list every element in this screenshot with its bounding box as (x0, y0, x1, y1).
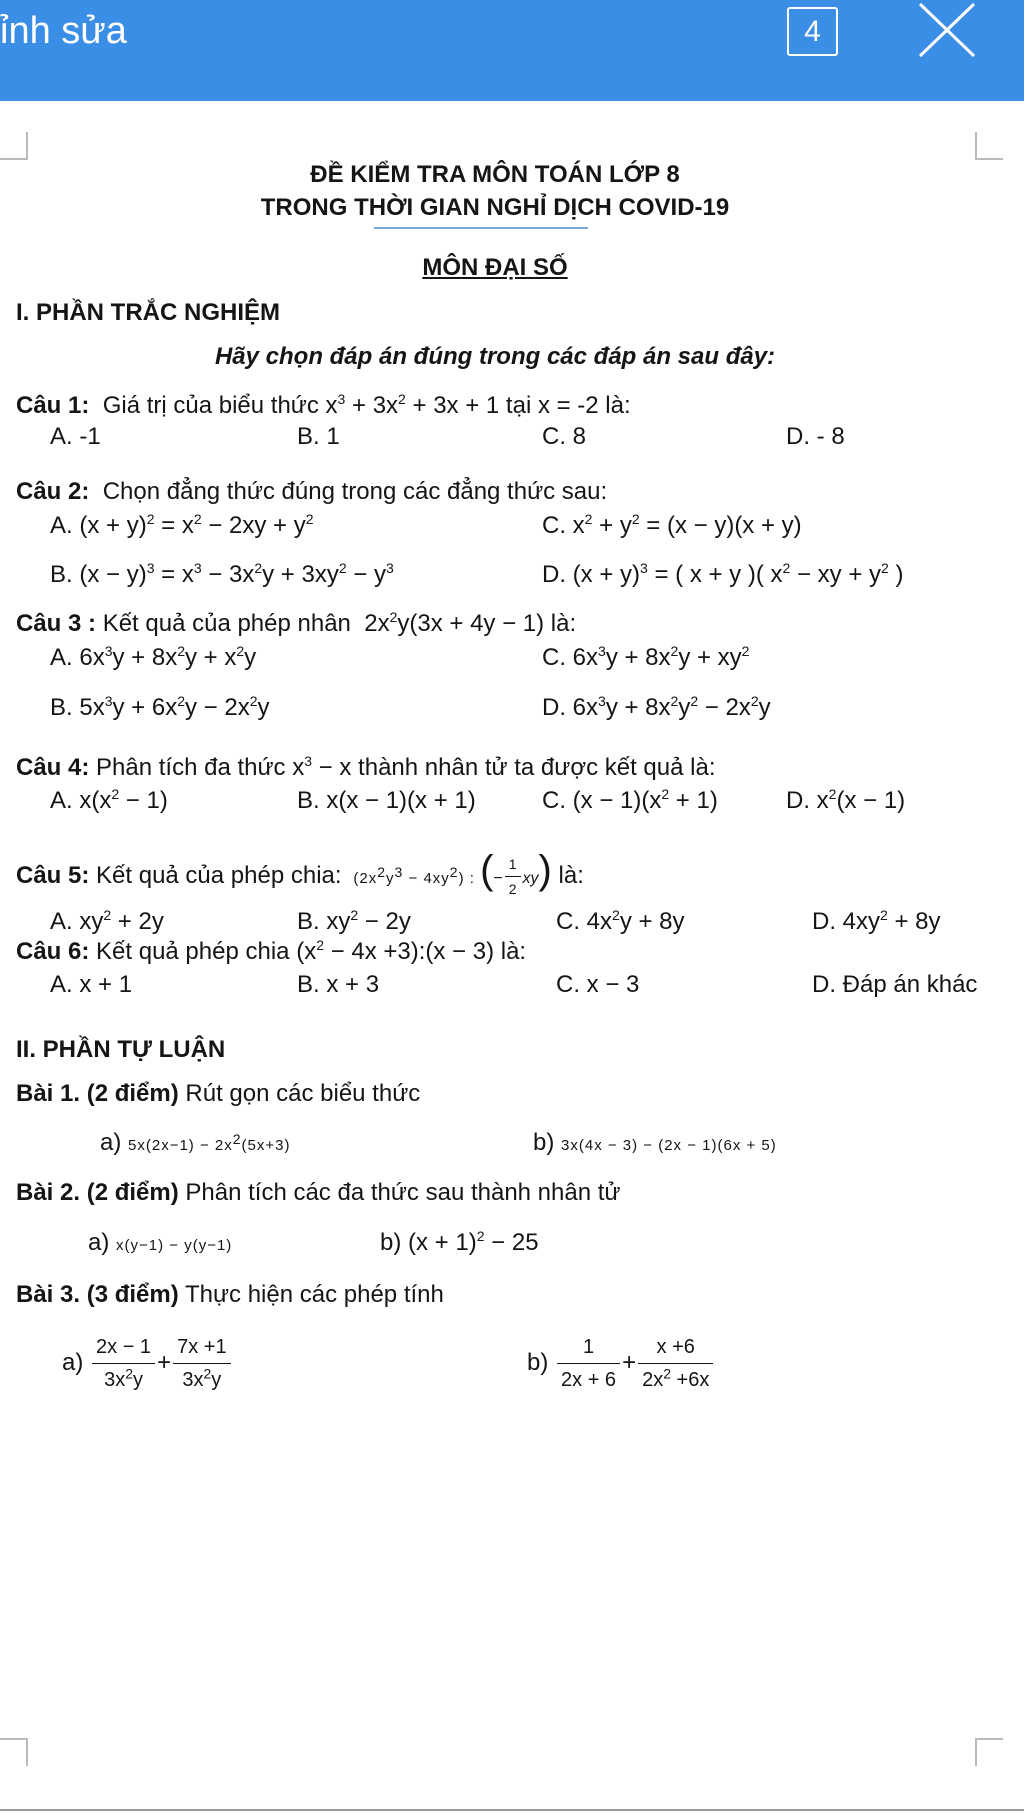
page-corner-mark (0, 1738, 28, 1766)
exercise-text: Phân tích các đa thức sau thành nhân tử (185, 1179, 621, 1206)
exercise-label: Bài 3. (3 điểm) (16, 1281, 179, 1308)
math-expression: $x^3 - x$ (292, 753, 352, 781)
question-2 (16, 477, 607, 507)
question-text: là: (500, 938, 527, 965)
math-fraction: $\frac{x +6}{2x^2 +6x}$ (638, 1335, 713, 1392)
exercise-1 (16, 1079, 420, 1109)
answer-option: D. $6x^3y + 8x^2y^2 - 2x^2y$ (542, 693, 771, 721)
math-fraction: $\frac{7x +1}{3x^2y}$ (173, 1335, 230, 1392)
exercise-item: b) 3x(4x − 3) − (2x − 1)(6x + 5) (533, 1129, 777, 1156)
subject-heading: MÔN ĐẠI SỐ (422, 254, 568, 281)
answer-option: C. $6x^3y + 8x^2y + xy^2$ (542, 643, 750, 671)
doc-title: ĐỀ KIỂM TRA MÔN TOÁN LỚP 8 (310, 161, 680, 188)
exercise-text: Thực hiện các phép tính (184, 1281, 444, 1308)
math-fraction: $\frac{1}{2}$ (505, 856, 521, 897)
question-text: là: (550, 610, 577, 637)
question-label: Câu 6: (16, 938, 90, 965)
answer-option: B. $xy^2 - 2y$ (297, 907, 411, 935)
math-expression: $2x^2y(3x + 4y - 1)$ (357, 609, 545, 637)
page-corner-mark (975, 132, 1003, 160)
exercise-text: Rút gọn các biểu thức (185, 1080, 421, 1107)
question-1 (16, 391, 631, 421)
exercise-3 (16, 1280, 444, 1310)
part1-heading: I. PHẦN TRẮC NGHIỆM (16, 299, 280, 326)
exercise-item: a) x(y−1) − y(y−1) (88, 1229, 233, 1256)
question-label: Câu 2: (16, 478, 90, 505)
question-text: Giá trị của biểu thức (102, 392, 319, 419)
math-expression: ($x^2 - 4x$ +3):(x − 3) (296, 937, 495, 965)
answer-option: D. - 8 (786, 423, 845, 450)
math-expression: ) (538, 848, 552, 892)
exercise-label: Bài 2. (2 điểm) (16, 1179, 179, 1206)
question-4 (16, 753, 715, 783)
answer-option: A. $6x^3y + 8x^2y + x^2y$ (50, 643, 257, 671)
math-expression: − (493, 870, 503, 887)
exercise-item: b) $(x + 1)^2 - 25$ (380, 1228, 539, 1256)
math-expression: $x^3 + 3x^2 + 3x + 1$ (325, 391, 500, 419)
question-text: thành nhân tử ta được kết quả là: (358, 754, 716, 781)
part2-heading: II. PHẦN TỰ LUẬN (16, 1036, 226, 1063)
answer-option: C. x − 3 (556, 971, 640, 998)
answer-option: C. $(x - 1)(x^2 + 1)$ (542, 786, 718, 814)
doc-subtitle: TRONG THỜI GIAN NGHỈ DỊCH COVID-19 (260, 194, 730, 221)
exercise-2 (16, 1178, 620, 1208)
exercise-item: b) $\frac{1}{2x + 6}$ + $\frac{x +6}{2x^2 +6x}$ (527, 1333, 715, 1393)
math-fraction: $\frac{2x - 1}{3x^2y}$ (92, 1335, 155, 1392)
answer-option: B. $5x^3y + 6x^2y - 2x^2y$ (50, 693, 270, 721)
question-label: Câu 1: (16, 392, 90, 419)
question-text: Kết quả phép chia (96, 938, 290, 965)
answer-option: D. $4xy^2 + 8y$ (812, 907, 941, 935)
answer-option: C. $4x^2y + 8y$ (556, 907, 685, 935)
page-corner-mark (975, 1738, 1003, 1766)
page-count-badge[interactable]: 4 (787, 7, 838, 56)
answer-option: C. $x^2 + y^2 = (x - y)(x + y)$ (542, 511, 802, 539)
question-5 (16, 850, 584, 899)
app-header (0, 0, 1024, 101)
answer-option: A. $xy^2 + 2y$ (50, 907, 164, 935)
answer-option: B. $(x - y)^3 = x^3 - 3x^2y + 3xy^2 - y^3$ (50, 560, 394, 588)
exercise-item: a) $5x(2x-1) - 2x^2(5x+3)$ (100, 1129, 291, 1156)
math-expression: xy (522, 870, 539, 887)
math-expression: ( (480, 848, 494, 892)
question-6 (16, 937, 526, 967)
answer-option: A. $x(x^2 - 1)$ (50, 786, 168, 814)
answer-option: D. Đáp án khác (812, 971, 978, 998)
question-text: Chọn đẳng thức đúng trong các đẳng thức sau: (102, 478, 608, 505)
question-text: Phân tích đa thức (96, 754, 286, 781)
answer-option: D. $(x + y)^3$ = ( x + y )( $x^2$ − xy + $y^2$ ) (542, 560, 904, 588)
close-icon[interactable] (916, 2, 978, 58)
page-corner-mark (0, 132, 28, 160)
exercise-item: a) $\frac{2x - 1}{3x^2y}$ + $\frac{7x +1}{3x^2y}$ (62, 1333, 233, 1393)
exercise-label: Bài 1. (2 điểm) (16, 1080, 179, 1107)
answer-option: A. -1 (50, 423, 101, 450)
bottom-divider (0, 1809, 1024, 1811)
answer-option: B. x + 3 (297, 971, 380, 998)
answer-option: B. 1 (297, 423, 340, 450)
question-label: Câu 4: (16, 754, 90, 781)
math-expression: $(2x^2y^3 - 4xy^2)$ : (348, 864, 481, 887)
answer-option: A. $(x + y)^2 = x^2 - 2xy + y^2$ (50, 511, 314, 539)
answer-option: B. x(x − 1)(x + 1) (297, 787, 476, 814)
math-fraction: $\frac{1}{2x + 6}$ (557, 1335, 620, 1392)
question-text: Kết quả của phép nhân (102, 610, 351, 637)
question-label: Câu 3 : (16, 610, 97, 637)
instruction: Hãy chọn đáp án đúng trong các đáp án sau đây: (214, 343, 776, 370)
question-text: Kết quả của phép chia: (96, 862, 342, 889)
question-text: là: (558, 862, 584, 889)
answer-option: C. 8 (542, 423, 587, 450)
header-title: ỉnh sửa (0, 10, 127, 52)
answer-option: A. x + 1 (50, 971, 133, 998)
question-label: Câu 5: (16, 862, 90, 889)
answer-option: D. $x^2(x - 1)$ (786, 786, 906, 814)
title-underline (374, 227, 588, 229)
question-text: tại x = -2 là: (505, 392, 631, 419)
question-3 (16, 609, 576, 639)
